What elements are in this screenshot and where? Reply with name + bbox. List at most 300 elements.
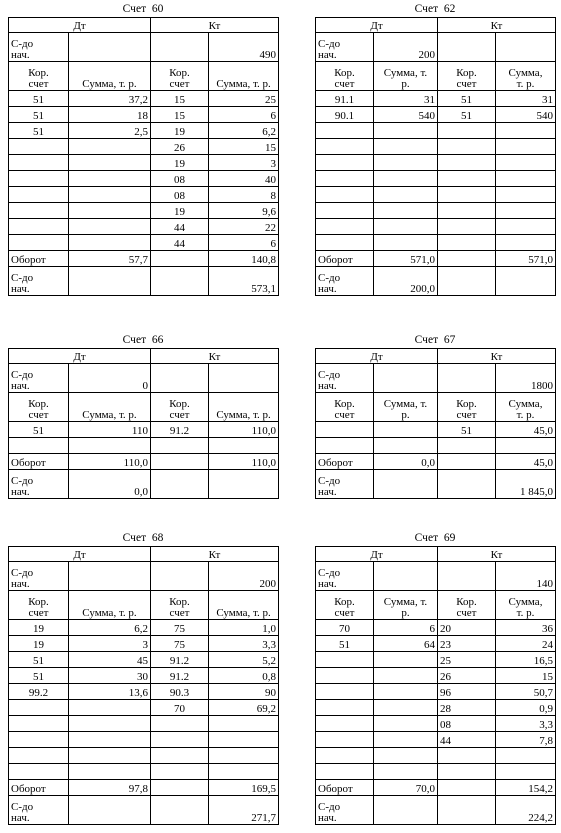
dt-header: Дт bbox=[9, 547, 151, 562]
table-cell: 64 bbox=[374, 636, 438, 652]
table-cell bbox=[151, 796, 209, 825]
table-cell: 45 bbox=[69, 652, 151, 668]
table-cell bbox=[69, 155, 151, 171]
closing-balance-label: С-до нач. bbox=[316, 267, 374, 296]
dt-header: Дт bbox=[316, 349, 438, 364]
table-cell bbox=[438, 139, 496, 155]
table-cell: 3,3 bbox=[209, 636, 279, 652]
table-row bbox=[316, 700, 556, 716]
table-cell bbox=[316, 203, 374, 219]
table-row bbox=[9, 748, 279, 764]
table-cell: 0,8 bbox=[209, 668, 279, 684]
ledger-table bbox=[315, 17, 556, 296]
turnover-kt: 110,0 bbox=[209, 454, 279, 470]
corr-account-header: Кор. счет bbox=[438, 62, 496, 91]
table-cell bbox=[374, 668, 438, 684]
closing-kt bbox=[209, 470, 279, 499]
table-cell bbox=[151, 267, 209, 296]
table-row bbox=[9, 155, 279, 171]
kt-header: Кт bbox=[438, 547, 556, 562]
table-cell: 20 bbox=[438, 620, 496, 636]
table-cell bbox=[438, 203, 496, 219]
table-cell bbox=[151, 33, 209, 62]
table-cell: 51 bbox=[9, 668, 69, 684]
amount-header: Сумма, т. р. bbox=[69, 62, 151, 91]
table-cell bbox=[209, 764, 279, 780]
table-row bbox=[9, 684, 279, 700]
table-row bbox=[9, 732, 279, 748]
corr-account-header: Кор. счет bbox=[9, 393, 69, 422]
table-cell bbox=[69, 139, 151, 155]
table-cell: 16,5 bbox=[496, 652, 556, 668]
closing-dt bbox=[374, 470, 438, 499]
table-row bbox=[316, 620, 556, 636]
table-cell: 44 bbox=[151, 219, 209, 235]
table-cell: 99.2 bbox=[9, 684, 69, 700]
table-row bbox=[9, 620, 279, 636]
table-cell bbox=[316, 123, 374, 139]
account-title: Счет 67 bbox=[414, 334, 456, 346]
table-cell: 0,9 bbox=[496, 700, 556, 716]
table-cell bbox=[316, 716, 374, 732]
table-cell: 18 bbox=[69, 107, 151, 123]
table-row bbox=[9, 716, 279, 732]
opening-dt bbox=[69, 562, 151, 591]
account-title: Счет 60 bbox=[122, 3, 164, 15]
table-cell bbox=[316, 171, 374, 187]
table-cell bbox=[496, 438, 556, 454]
table-cell: 2,5 bbox=[69, 123, 151, 139]
opening-balance-label: С-до нач. bbox=[9, 364, 69, 393]
table-row bbox=[9, 203, 279, 219]
table-cell bbox=[69, 219, 151, 235]
table-row bbox=[9, 139, 279, 155]
turnover-label: Оборот bbox=[316, 251, 374, 267]
opening-kt: 490 bbox=[209, 33, 279, 62]
table-cell: 26 bbox=[438, 668, 496, 684]
opening-balance-label: С-до нач. bbox=[316, 33, 374, 62]
table-cell: 51 bbox=[9, 91, 69, 107]
table-cell bbox=[151, 716, 209, 732]
table-cell: 26 bbox=[151, 139, 209, 155]
table-row bbox=[9, 438, 279, 454]
table-cell bbox=[209, 732, 279, 748]
table-cell: 70 bbox=[151, 700, 209, 716]
table-cell bbox=[151, 562, 209, 591]
table-cell: 110,0 bbox=[209, 422, 279, 438]
opening-balance-label: С-до нач. bbox=[316, 364, 374, 393]
table-row bbox=[9, 219, 279, 235]
table-cell bbox=[438, 796, 496, 825]
table-row bbox=[316, 91, 556, 107]
table-cell bbox=[438, 251, 496, 267]
kt-header: Кт bbox=[438, 349, 556, 364]
table-row bbox=[316, 422, 556, 438]
table-cell bbox=[374, 764, 438, 780]
corr-account-header: Кор. счет bbox=[316, 591, 374, 620]
table-cell: 69,2 bbox=[209, 700, 279, 716]
table-cell bbox=[69, 700, 151, 716]
table-cell bbox=[69, 171, 151, 187]
table-row bbox=[316, 203, 556, 219]
table-row bbox=[9, 764, 279, 780]
table-cell: 70 bbox=[316, 620, 374, 636]
table-cell bbox=[9, 187, 69, 203]
table-cell bbox=[9, 155, 69, 171]
account-title: Счет 69 bbox=[414, 532, 456, 544]
table-cell bbox=[438, 123, 496, 139]
table-cell bbox=[316, 668, 374, 684]
amount-header: Сумма, т. р. bbox=[496, 393, 556, 422]
turnover-kt: 169,5 bbox=[209, 780, 279, 796]
table-cell: 15 bbox=[151, 91, 209, 107]
amount-header: Сумма, т. р. bbox=[496, 62, 556, 91]
table-cell: 22 bbox=[209, 219, 279, 235]
table-cell: 540 bbox=[374, 107, 438, 123]
closing-balance-label: С-до нач. bbox=[316, 796, 374, 825]
table-cell bbox=[316, 684, 374, 700]
table-cell bbox=[9, 235, 69, 251]
table-cell: 51 bbox=[9, 107, 69, 123]
table-cell bbox=[316, 235, 374, 251]
opening-dt bbox=[374, 364, 438, 393]
table-cell: 37,2 bbox=[69, 91, 151, 107]
table-cell: 91.2 bbox=[151, 422, 209, 438]
table-cell bbox=[438, 219, 496, 235]
table-cell bbox=[496, 764, 556, 780]
table-cell bbox=[69, 764, 151, 780]
table-cell bbox=[209, 438, 279, 454]
corr-account-header: Кор. счет bbox=[151, 393, 209, 422]
table-row bbox=[9, 123, 279, 139]
dt-header: Дт bbox=[9, 18, 151, 33]
table-cell bbox=[9, 438, 69, 454]
table-row bbox=[9, 422, 279, 438]
ledger-table bbox=[8, 348, 279, 499]
turnover-dt: 110,0 bbox=[69, 454, 151, 470]
table-row bbox=[9, 91, 279, 107]
amount-header: Сумма, т. р. bbox=[209, 393, 279, 422]
corr-account-header: Кор. счет bbox=[151, 62, 209, 91]
table-cell bbox=[374, 716, 438, 732]
table-cell bbox=[316, 748, 374, 764]
opening-kt: 1800 bbox=[496, 364, 556, 393]
closing-dt bbox=[69, 796, 151, 825]
table-cell: 90 bbox=[209, 684, 279, 700]
closing-dt bbox=[69, 267, 151, 296]
table-cell: 25 bbox=[209, 91, 279, 107]
table-cell bbox=[9, 203, 69, 219]
table-cell: 51 bbox=[438, 91, 496, 107]
table-cell bbox=[151, 364, 209, 393]
corr-account-header: Кор. счет bbox=[316, 62, 374, 91]
table-row bbox=[9, 652, 279, 668]
table-cell bbox=[374, 748, 438, 764]
table-cell bbox=[438, 764, 496, 780]
table-cell bbox=[374, 219, 438, 235]
table-row bbox=[316, 107, 556, 123]
table-cell bbox=[209, 748, 279, 764]
closing-balance-label: С-до нач. bbox=[9, 796, 69, 825]
amount-header: Сумма, т. р. bbox=[374, 393, 438, 422]
opening-balance-label: С-до нач. bbox=[9, 562, 69, 591]
kt-header: Кт bbox=[151, 18, 279, 33]
table-cell bbox=[438, 438, 496, 454]
amount-header: Сумма, т. р. bbox=[209, 62, 279, 91]
table-row bbox=[9, 235, 279, 251]
table-cell bbox=[151, 438, 209, 454]
amount-header: Сумма, т. р. bbox=[496, 591, 556, 620]
table-cell: 44 bbox=[151, 235, 209, 251]
opening-kt bbox=[209, 364, 279, 393]
amount-header: Сумма, т. р. bbox=[69, 393, 151, 422]
ledger-table bbox=[8, 546, 279, 825]
table-cell: 15 bbox=[151, 107, 209, 123]
table-cell: 19 bbox=[151, 123, 209, 139]
table-cell bbox=[69, 748, 151, 764]
table-cell: 25 bbox=[438, 652, 496, 668]
table-cell bbox=[374, 652, 438, 668]
table-row bbox=[316, 636, 556, 652]
account-title: Счет 62 bbox=[414, 3, 456, 15]
table-cell bbox=[438, 267, 496, 296]
turnover-dt: 57,7 bbox=[69, 251, 151, 267]
table-cell bbox=[496, 235, 556, 251]
table-row bbox=[316, 684, 556, 700]
table-cell: 40 bbox=[209, 171, 279, 187]
table-cell: 51 bbox=[9, 422, 69, 438]
turnover-label: Оборот bbox=[316, 780, 374, 796]
opening-balance-label: С-до нач. bbox=[316, 562, 374, 591]
opening-balance-label: С-до нач. bbox=[9, 33, 69, 62]
table-cell: 19 bbox=[9, 636, 69, 652]
table-cell: 1,0 bbox=[209, 620, 279, 636]
closing-balance-label: С-до нач. bbox=[316, 470, 374, 499]
table-cell bbox=[316, 732, 374, 748]
table-cell: 6 bbox=[209, 235, 279, 251]
table-cell bbox=[496, 171, 556, 187]
corr-account-header: Кор. счет bbox=[438, 393, 496, 422]
table-cell bbox=[69, 187, 151, 203]
table-cell bbox=[438, 235, 496, 251]
kt-header: Кт bbox=[438, 18, 556, 33]
table-cell: 91.2 bbox=[151, 668, 209, 684]
table-cell bbox=[69, 438, 151, 454]
opening-dt bbox=[374, 562, 438, 591]
closing-kt: 224,2 bbox=[496, 796, 556, 825]
table-cell: 7,8 bbox=[496, 732, 556, 748]
corr-account-header: Кор. счет bbox=[151, 591, 209, 620]
turnover-kt: 154,2 bbox=[496, 780, 556, 796]
table-cell bbox=[496, 187, 556, 203]
table-cell: 6 bbox=[374, 620, 438, 636]
table-cell: 19 bbox=[151, 203, 209, 219]
table-cell: 24 bbox=[496, 636, 556, 652]
table-cell: 30 bbox=[69, 668, 151, 684]
table-cell: 51 bbox=[438, 422, 496, 438]
amount-header: Сумма, т. р. bbox=[69, 591, 151, 620]
turnover-kt: 45,0 bbox=[496, 454, 556, 470]
table-cell: 3 bbox=[69, 636, 151, 652]
corr-account-header: Кор. счет bbox=[438, 591, 496, 620]
kt-header: Кт bbox=[151, 349, 279, 364]
table-cell bbox=[374, 732, 438, 748]
table-cell: 6 bbox=[209, 107, 279, 123]
corr-account-header: Кор. счет bbox=[316, 393, 374, 422]
amount-header: Сумма, т. р. bbox=[374, 591, 438, 620]
table-cell bbox=[496, 139, 556, 155]
table-cell bbox=[69, 716, 151, 732]
table-cell bbox=[9, 748, 69, 764]
table-cell bbox=[151, 780, 209, 796]
closing-kt: 1 845,0 bbox=[496, 470, 556, 499]
turnover-label: Оборот bbox=[9, 780, 69, 796]
table-cell bbox=[496, 748, 556, 764]
table-cell bbox=[9, 716, 69, 732]
table-cell bbox=[438, 454, 496, 470]
table-cell bbox=[316, 700, 374, 716]
table-row bbox=[316, 187, 556, 203]
table-row bbox=[316, 235, 556, 251]
table-cell: 91.1 bbox=[316, 91, 374, 107]
table-cell: 51 bbox=[9, 652, 69, 668]
closing-kt: 573,1 bbox=[209, 267, 279, 296]
table-cell bbox=[374, 684, 438, 700]
table-row bbox=[316, 219, 556, 235]
table-row bbox=[316, 171, 556, 187]
table-cell: 45,0 bbox=[496, 422, 556, 438]
table-cell bbox=[316, 764, 374, 780]
table-cell: 08 bbox=[151, 187, 209, 203]
turnover-dt: 97,8 bbox=[69, 780, 151, 796]
table-cell: 6,2 bbox=[69, 620, 151, 636]
closing-kt bbox=[496, 267, 556, 296]
table-cell: 36 bbox=[496, 620, 556, 636]
table-cell bbox=[316, 438, 374, 454]
table-cell: 6,2 bbox=[209, 123, 279, 139]
dt-header: Дт bbox=[9, 349, 151, 364]
table-cell bbox=[316, 219, 374, 235]
table-cell bbox=[374, 235, 438, 251]
table-row bbox=[316, 764, 556, 780]
table-cell bbox=[69, 203, 151, 219]
table-cell bbox=[316, 652, 374, 668]
table-cell bbox=[438, 187, 496, 203]
table-cell bbox=[151, 764, 209, 780]
table-cell bbox=[374, 438, 438, 454]
table-cell bbox=[209, 716, 279, 732]
closing-balance-label: С-до нач. bbox=[9, 470, 69, 499]
table-cell: 540 bbox=[496, 107, 556, 123]
turnover-label: Оборот bbox=[316, 454, 374, 470]
table-cell bbox=[374, 139, 438, 155]
table-cell: 23 bbox=[438, 636, 496, 652]
table-row bbox=[316, 139, 556, 155]
table-cell: 19 bbox=[151, 155, 209, 171]
table-cell: 91.2 bbox=[151, 652, 209, 668]
table-cell bbox=[374, 203, 438, 219]
table-cell bbox=[9, 171, 69, 187]
turnover-kt: 571,0 bbox=[496, 251, 556, 267]
table-cell bbox=[316, 187, 374, 203]
amount-header: Сумма, т. р. bbox=[209, 591, 279, 620]
table-cell: 51 bbox=[316, 636, 374, 652]
table-cell bbox=[316, 422, 374, 438]
table-cell bbox=[151, 251, 209, 267]
kt-header: Кт bbox=[151, 547, 279, 562]
table-row bbox=[316, 732, 556, 748]
table-cell bbox=[496, 203, 556, 219]
table-cell bbox=[438, 748, 496, 764]
table-cell bbox=[9, 732, 69, 748]
closing-dt: 200,0 bbox=[374, 267, 438, 296]
table-row bbox=[316, 716, 556, 732]
turnover-label: Оборот bbox=[9, 454, 69, 470]
ledger-table bbox=[315, 546, 556, 825]
table-cell: 3,3 bbox=[496, 716, 556, 732]
table-cell: 9,6 bbox=[209, 203, 279, 219]
table-row bbox=[316, 668, 556, 684]
table-cell: 90.1 bbox=[316, 107, 374, 123]
table-cell: 19 bbox=[9, 620, 69, 636]
table-cell bbox=[438, 470, 496, 499]
closing-kt: 271,7 bbox=[209, 796, 279, 825]
table-cell bbox=[374, 187, 438, 203]
table-cell bbox=[374, 700, 438, 716]
table-cell bbox=[496, 155, 556, 171]
ledger-table bbox=[315, 348, 556, 499]
table-cell: 08 bbox=[151, 171, 209, 187]
table-cell bbox=[438, 780, 496, 796]
opening-kt: 140 bbox=[496, 562, 556, 591]
table-cell bbox=[9, 219, 69, 235]
table-cell bbox=[316, 155, 374, 171]
dt-header: Дт bbox=[316, 547, 438, 562]
table-cell bbox=[438, 364, 496, 393]
table-cell: 28 bbox=[438, 700, 496, 716]
opening-dt bbox=[69, 33, 151, 62]
table-row bbox=[316, 155, 556, 171]
table-cell bbox=[438, 155, 496, 171]
table-row bbox=[9, 107, 279, 123]
table-cell bbox=[374, 171, 438, 187]
table-cell: 13,6 bbox=[69, 684, 151, 700]
table-cell bbox=[151, 748, 209, 764]
table-cell bbox=[316, 139, 374, 155]
table-row bbox=[316, 123, 556, 139]
table-cell bbox=[438, 562, 496, 591]
table-row bbox=[316, 438, 556, 454]
closing-balance-label: С-до нач. bbox=[9, 267, 69, 296]
turnover-dt: 0,0 bbox=[374, 454, 438, 470]
corr-account-header: Кор. счет bbox=[9, 591, 69, 620]
table-cell: 75 bbox=[151, 636, 209, 652]
opening-dt: 200 bbox=[374, 33, 438, 62]
dt-header: Дт bbox=[316, 18, 438, 33]
table-row bbox=[316, 748, 556, 764]
account-title: Счет 68 bbox=[122, 532, 164, 544]
table-cell bbox=[9, 139, 69, 155]
table-cell: 51 bbox=[9, 123, 69, 139]
closing-dt bbox=[374, 796, 438, 825]
table-cell bbox=[496, 219, 556, 235]
table-cell bbox=[151, 454, 209, 470]
opening-dt: 0 bbox=[69, 364, 151, 393]
turnover-kt: 140,8 bbox=[209, 251, 279, 267]
corr-account-header: Кор. счет bbox=[9, 62, 69, 91]
turnover-dt: 70,0 bbox=[374, 780, 438, 796]
table-cell: 31 bbox=[496, 91, 556, 107]
